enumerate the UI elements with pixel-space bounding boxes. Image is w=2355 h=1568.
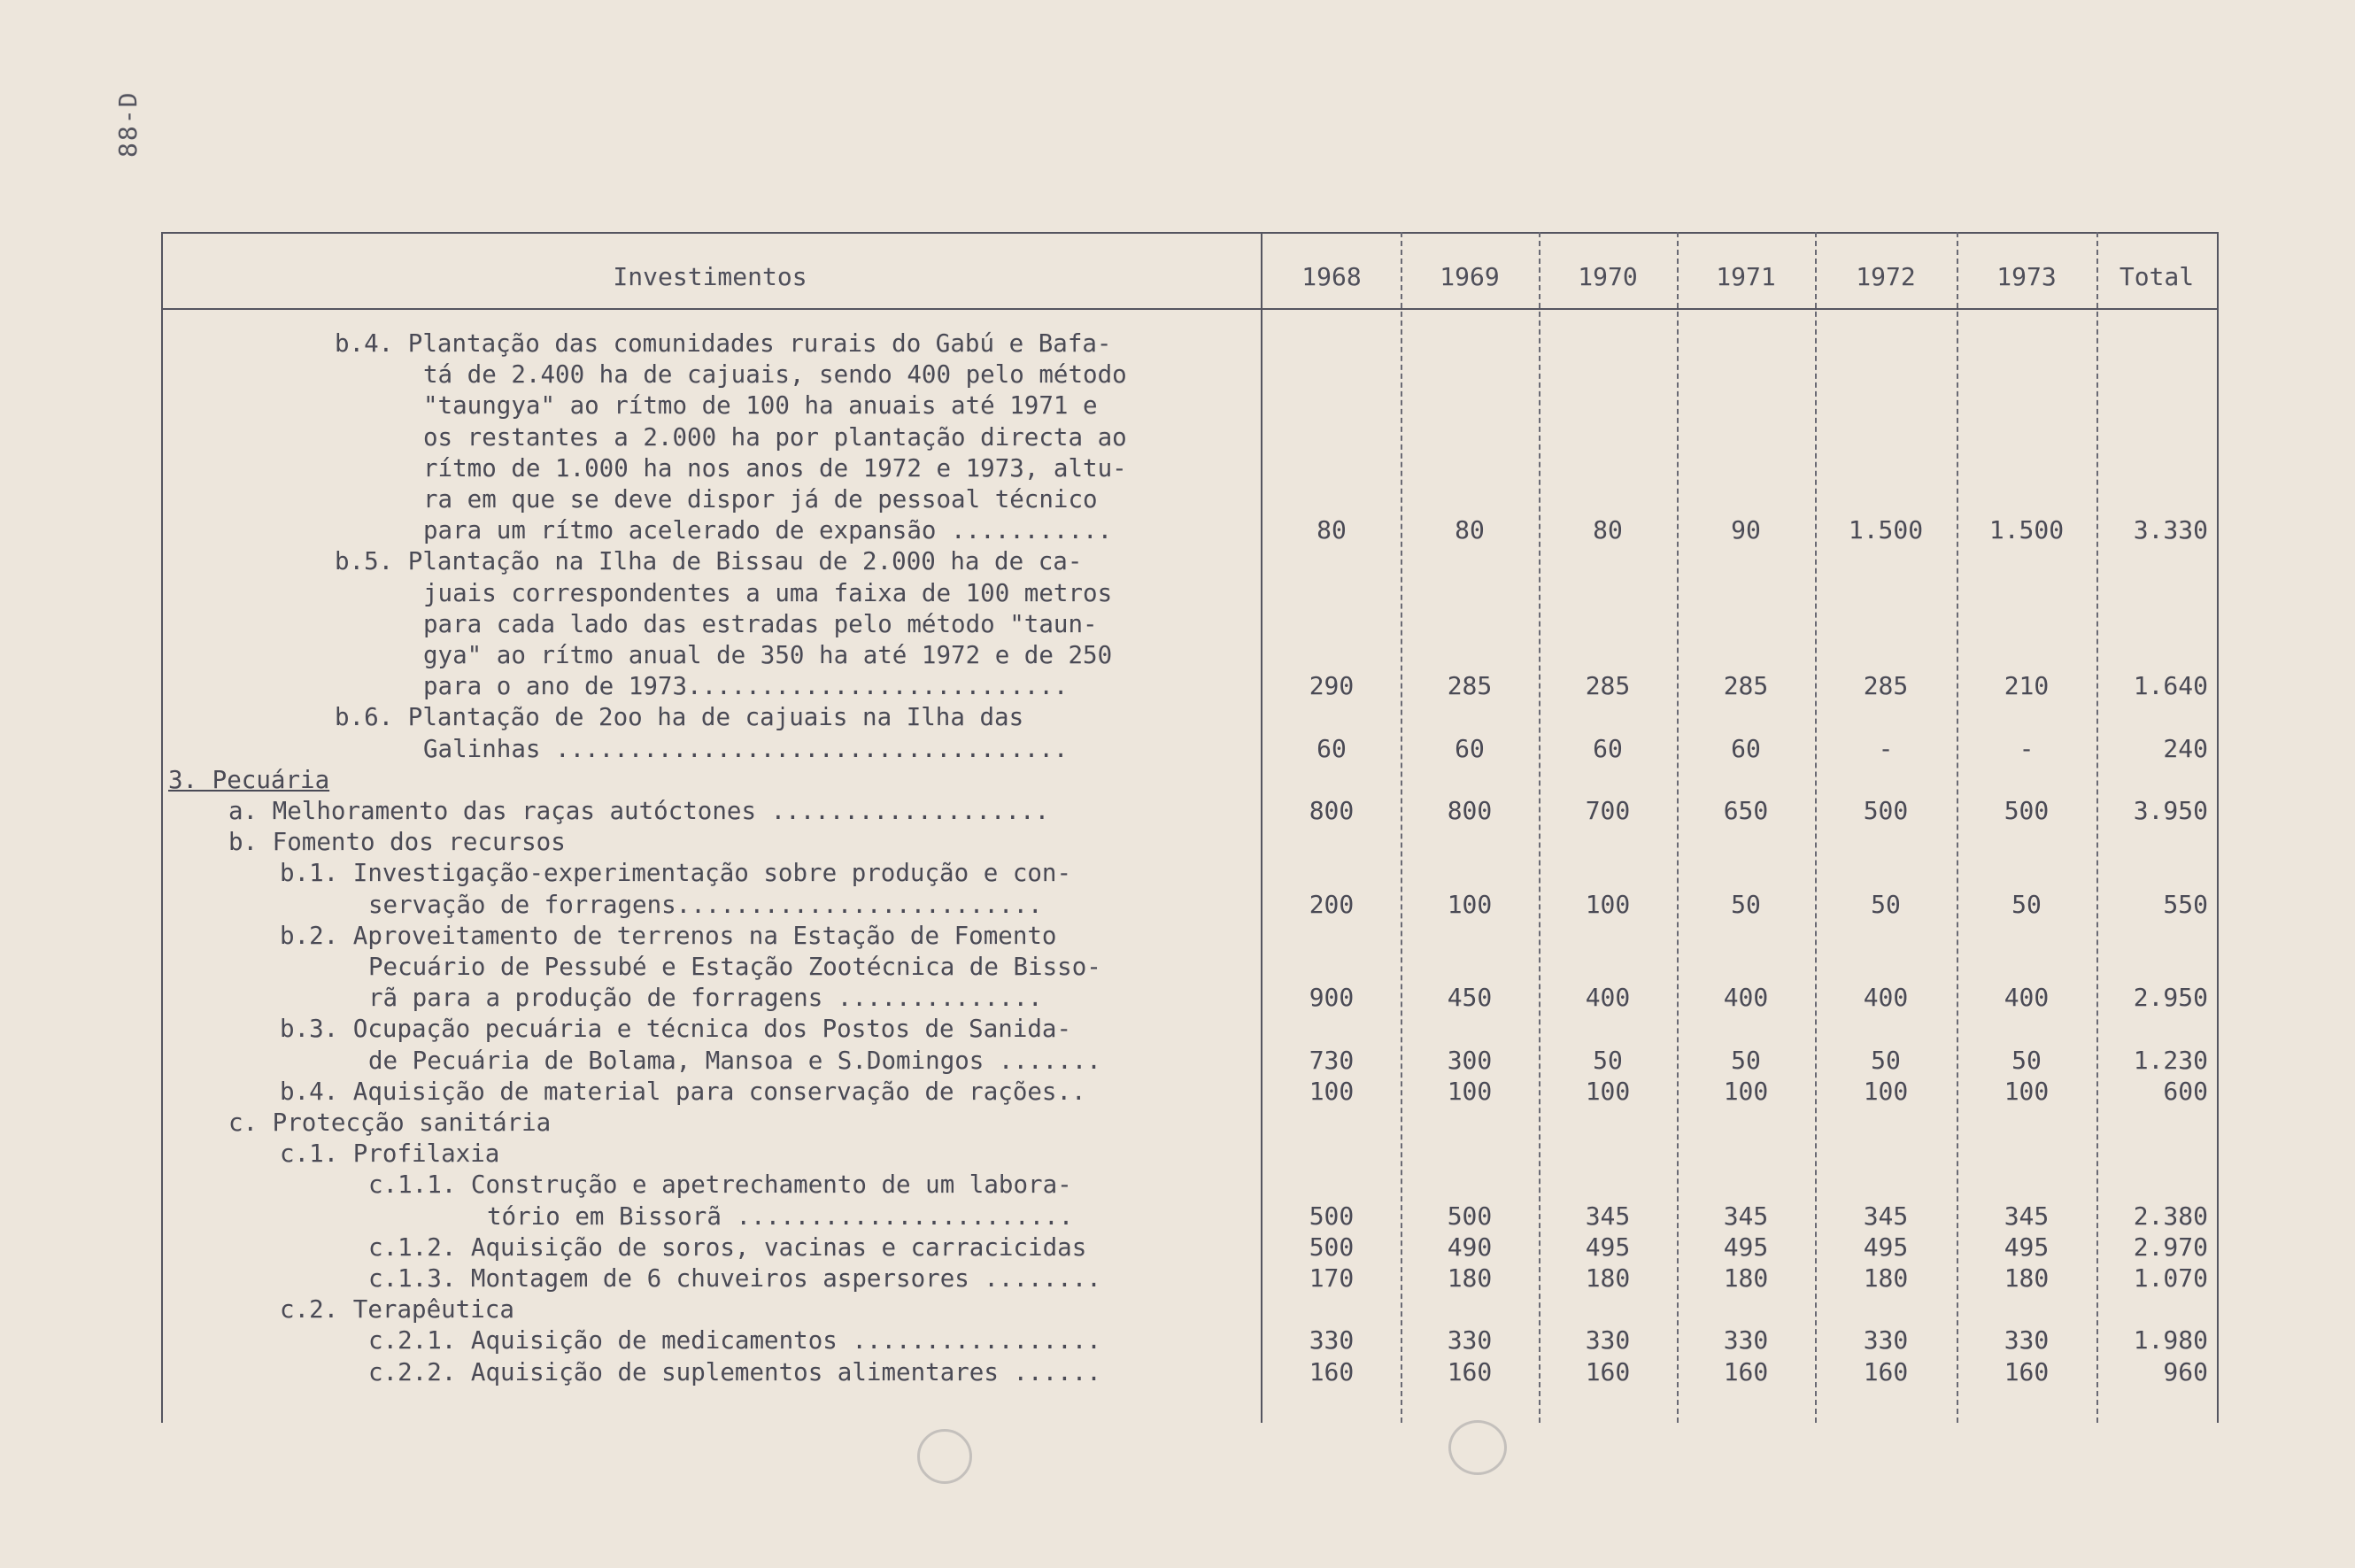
table-row bbox=[161, 514, 2219, 546]
cell-value-1968: 500 bbox=[1309, 1232, 1355, 1262]
cell-value-1970: 700 bbox=[1585, 796, 1631, 825]
cell-value-1972: 500 bbox=[1863, 796, 1909, 825]
cell-value-1971: 180 bbox=[1723, 1263, 1769, 1293]
cell-value-1968: 730 bbox=[1309, 1045, 1355, 1075]
cell-total: 1.070 bbox=[2133, 1263, 2208, 1293]
table-row bbox=[161, 1107, 2219, 1139]
header-year-1973: 1973 bbox=[1996, 262, 2057, 291]
cell-value-1969: 180 bbox=[1447, 1263, 1493, 1293]
cell-value-1968: 160 bbox=[1309, 1356, 1355, 1386]
table-row bbox=[161, 390, 2219, 421]
row-description: de Pecuária de Bolama, Mansoa e S.Domingos ....... bbox=[368, 1046, 1101, 1075]
header-year-1970: 1970 bbox=[1578, 262, 1638, 291]
row-description: tório em Bissorã ....................... bbox=[487, 1201, 1074, 1231]
cell-total: 2.970 bbox=[2133, 1232, 2208, 1262]
cell-value-1971: 100 bbox=[1723, 1076, 1769, 1106]
row-description: servação de forragens......................... bbox=[368, 890, 1043, 919]
table-row bbox=[161, 733, 2219, 765]
row-description: para um rítmo acelerado de expansão ........... bbox=[423, 516, 1113, 545]
cell-total: 1.640 bbox=[2133, 671, 2208, 701]
table-row bbox=[161, 1263, 2219, 1294]
row-description: b.5. Plantação na Ilha de Bissau de 2.000 ha de ca- bbox=[335, 547, 1083, 576]
table-row bbox=[161, 452, 2219, 484]
row-description: Pecuário de Pessubé e Estação Zootécnica de Bisso- bbox=[368, 953, 1101, 981]
cell-value-1970: 345 bbox=[1585, 1201, 1631, 1231]
row-description: b.3. Ocupação pecuária e técnica dos Postos de Sanida- bbox=[280, 1015, 1072, 1044]
cell-value-1972: - bbox=[1878, 733, 1894, 763]
cell-value-1970: 285 bbox=[1585, 671, 1631, 701]
side-mark: 88-D bbox=[113, 90, 143, 158]
cell-value-1968: 800 bbox=[1309, 796, 1355, 825]
header-year-1972: 1972 bbox=[1856, 262, 1916, 291]
cell-value-1969: 800 bbox=[1447, 796, 1493, 825]
table-row bbox=[161, 889, 2219, 921]
cell-value-1970: 60 bbox=[1593, 733, 1623, 763]
cell-value-1971: 330 bbox=[1723, 1325, 1769, 1356]
row-description: c. Protecção sanitária bbox=[228, 1108, 552, 1137]
cell-value-1971: 400 bbox=[1723, 983, 1769, 1013]
row-description: b. Fomento dos recursos bbox=[228, 828, 566, 857]
cell-value-1972: 50 bbox=[1871, 1045, 1901, 1075]
table-row bbox=[161, 1232, 2219, 1263]
cell-value-1973: 180 bbox=[2004, 1263, 2050, 1293]
cell-value-1972: 180 bbox=[1863, 1263, 1909, 1293]
table-row bbox=[161, 764, 2219, 796]
row-description: b.4. Plantação das comunidades rurais do Gabú e Bafa- bbox=[335, 329, 1112, 358]
table-row bbox=[161, 670, 2219, 702]
cell-value-1972: 330 bbox=[1863, 1325, 1909, 1356]
cell-value-1971: 60 bbox=[1731, 733, 1761, 763]
row-description: rítmo de 1.000 ha nos anos de 1972 e 1973, altu- bbox=[423, 453, 1127, 483]
cell-total: 2.950 bbox=[2133, 983, 2208, 1013]
cell-total: 3.950 bbox=[2133, 796, 2208, 825]
cell-value-1972: 1.500 bbox=[1848, 515, 1924, 545]
cell-value-1971: 495 bbox=[1723, 1232, 1769, 1262]
cell-value-1969: 450 bbox=[1447, 983, 1493, 1013]
row-description: "taungya" ao rítmo de 100 ha anuais até 1971 e bbox=[423, 391, 1098, 421]
investment-table bbox=[161, 232, 2219, 1423]
row-description: Galinhas ................................... bbox=[423, 734, 1069, 763]
cell-total: 600 bbox=[2163, 1076, 2208, 1106]
cell-value-1971: 50 bbox=[1731, 1045, 1761, 1075]
table-row bbox=[161, 359, 2219, 390]
row-description: b.6. Plantação de 2oo ha de cajuais na Ilha das bbox=[335, 703, 1024, 732]
cell-value-1969: 330 bbox=[1447, 1325, 1493, 1356]
cell-value-1969: 500 bbox=[1447, 1201, 1493, 1231]
cell-value-1970: 50 bbox=[1593, 1045, 1623, 1075]
cell-value-1968: 100 bbox=[1309, 1076, 1355, 1106]
cell-value-1973: 345 bbox=[2004, 1201, 2050, 1231]
row-description: para cada lado das estradas pelo método "taun- bbox=[423, 609, 1098, 638]
table-row bbox=[161, 1076, 2219, 1108]
cell-value-1968: 330 bbox=[1309, 1325, 1355, 1356]
table-row bbox=[161, 1201, 2219, 1232]
header-investimentos: Investimentos bbox=[613, 262, 807, 291]
row-description: rã para a produção de forragens .............. bbox=[368, 984, 1043, 1013]
table-row bbox=[161, 639, 2219, 671]
cell-value-1968: 200 bbox=[1309, 889, 1355, 919]
cell-value-1973: 1.500 bbox=[1988, 515, 2065, 545]
table-row bbox=[161, 1325, 2219, 1356]
row-description: para o ano de 1973.......................... bbox=[423, 672, 1069, 701]
cell-value-1969: 80 bbox=[1455, 515, 1485, 545]
cell-value-1969: 285 bbox=[1447, 671, 1493, 701]
table-row bbox=[161, 795, 2219, 827]
cell-value-1971: 285 bbox=[1723, 671, 1769, 701]
row-description: b.4. Aquisição de material para conservação de rações.. bbox=[280, 1077, 1086, 1106]
cell-total: 3.330 bbox=[2133, 515, 2208, 545]
cell-value-1970: 330 bbox=[1585, 1325, 1631, 1356]
row-description: ra em que se deve dispor já de pessoal técnico bbox=[423, 485, 1098, 514]
cell-value-1970: 180 bbox=[1585, 1263, 1631, 1293]
table-row bbox=[161, 951, 2219, 983]
row-description: c.1.3. Montagem de 6 chuveiros aspersores ........ bbox=[368, 1264, 1101, 1293]
row-description: a. Melhoramento das raças autóctones ................... bbox=[228, 797, 1050, 825]
table-top-rule bbox=[161, 232, 2219, 234]
cell-value-1968: 290 bbox=[1309, 671, 1355, 701]
cell-value-1969: 100 bbox=[1447, 889, 1493, 919]
row-description: c.2. Terapêutica bbox=[280, 1295, 514, 1325]
cell-value-1970: 160 bbox=[1585, 1356, 1631, 1386]
table-row bbox=[161, 1013, 2219, 1045]
cell-value-1969: 160 bbox=[1447, 1356, 1493, 1386]
row-description: c.2.2. Aquisição de suplementos alimentares ...... bbox=[368, 1357, 1101, 1386]
table-row bbox=[161, 483, 2219, 515]
cell-value-1973: 400 bbox=[2004, 983, 2050, 1013]
cell-value-1968: 60 bbox=[1316, 733, 1347, 763]
cell-value-1969: 100 bbox=[1447, 1076, 1493, 1106]
table-row bbox=[161, 701, 2219, 733]
cell-value-1971: 160 bbox=[1723, 1356, 1769, 1386]
cell-value-1969: 490 bbox=[1447, 1232, 1493, 1262]
cell-value-1973: 330 bbox=[2004, 1325, 2050, 1356]
table-row bbox=[161, 577, 2219, 609]
cell-value-1973: 160 bbox=[2004, 1356, 2050, 1386]
cell-total: 240 bbox=[2163, 733, 2208, 763]
cell-value-1973: 210 bbox=[2004, 671, 2050, 701]
table-row bbox=[161, 826, 2219, 858]
table-row bbox=[161, 421, 2219, 453]
cell-value-1972: 50 bbox=[1871, 889, 1901, 919]
row-description: 3. Pecuária bbox=[168, 765, 330, 794]
header-bottom-rule bbox=[161, 308, 2219, 310]
cell-value-1969: 60 bbox=[1455, 733, 1485, 763]
cell-total: 1.230 bbox=[2133, 1045, 2208, 1075]
cell-total: 1.980 bbox=[2133, 1325, 2208, 1356]
cell-value-1970: 100 bbox=[1585, 1076, 1631, 1106]
cell-total: 2.380 bbox=[2133, 1201, 2208, 1231]
row-description: b.1. Investigação-experimentação sobre produção e con- bbox=[280, 859, 1072, 888]
cell-value-1968: 500 bbox=[1309, 1201, 1355, 1231]
table-row bbox=[161, 1138, 2219, 1170]
cell-value-1969: 300 bbox=[1447, 1045, 1493, 1075]
cell-value-1972: 495 bbox=[1863, 1232, 1909, 1262]
cell-value-1970: 400 bbox=[1585, 983, 1631, 1013]
row-description: c.2.1. Aquisição de medicamentos ................. bbox=[368, 1326, 1101, 1356]
cell-value-1973: 500 bbox=[2004, 796, 2050, 825]
table-row bbox=[161, 608, 2219, 640]
row-description: c.1.1. Construção e apetrechamento de um labora- bbox=[368, 1170, 1072, 1200]
cell-total: 550 bbox=[2163, 889, 2208, 919]
cell-value-1970: 100 bbox=[1585, 889, 1631, 919]
cell-value-1973: 100 bbox=[2004, 1076, 2050, 1106]
header-year-1969: 1969 bbox=[1440, 262, 1500, 291]
punch-mark-left bbox=[917, 1429, 972, 1484]
table-row bbox=[161, 1045, 2219, 1077]
table-row bbox=[161, 982, 2219, 1014]
table-row bbox=[161, 328, 2219, 359]
row-description: os restantes a 2.000 ha por plantação directa ao bbox=[423, 422, 1127, 452]
cell-value-1972: 100 bbox=[1863, 1076, 1909, 1106]
cell-value-1968: 170 bbox=[1309, 1263, 1355, 1293]
table-row bbox=[161, 1356, 2219, 1388]
cell-value-1971: 50 bbox=[1731, 889, 1761, 919]
cell-value-1972: 285 bbox=[1863, 671, 1909, 701]
punch-mark-right bbox=[1448, 1420, 1507, 1475]
cell-value-1971: 650 bbox=[1723, 796, 1769, 825]
header-year-1968: 1968 bbox=[1301, 262, 1362, 291]
header-year-1971: 1971 bbox=[1716, 262, 1776, 291]
cell-value-1970: 495 bbox=[1585, 1232, 1631, 1262]
cell-value-1968: 80 bbox=[1316, 515, 1347, 545]
row-description: juais correspondentes a uma faixa de 100 metros bbox=[423, 578, 1113, 607]
row-description: tá de 2.400 ha de cajuais, sendo 400 pelo método bbox=[423, 360, 1127, 390]
cell-value-1968: 900 bbox=[1309, 983, 1355, 1013]
row-description: gya" ao rítmo anual de 350 ha até 1972 e de 250 bbox=[423, 641, 1113, 669]
cell-value-1972: 345 bbox=[1863, 1201, 1909, 1231]
header-total: Total bbox=[2119, 262, 2195, 291]
cell-value-1971: 90 bbox=[1731, 515, 1761, 545]
cell-value-1973: 50 bbox=[2011, 1045, 2042, 1075]
cell-value-1972: 400 bbox=[1863, 983, 1909, 1013]
table-row bbox=[161, 857, 2219, 889]
row-description: b.2. Aproveitamento de terrenos na Estação de Fomento bbox=[280, 921, 1057, 950]
cell-value-1973: 50 bbox=[2011, 889, 2042, 919]
row-description: c.1.2. Aquisição de soros, vacinas e carracicidas bbox=[368, 1232, 1087, 1262]
cell-value-1973: 495 bbox=[2004, 1232, 2050, 1262]
cell-value-1971: 345 bbox=[1723, 1201, 1769, 1231]
cell-total: 960 bbox=[2163, 1356, 2208, 1386]
table-row bbox=[161, 920, 2219, 952]
table-row bbox=[161, 1294, 2219, 1325]
cell-value-1972: 160 bbox=[1863, 1356, 1909, 1386]
cell-value-1970: 80 bbox=[1593, 515, 1623, 545]
row-description: c.1. Profilaxia bbox=[280, 1139, 500, 1169]
table-row bbox=[161, 1169, 2219, 1201]
cell-value-1973: - bbox=[2019, 733, 2035, 763]
table-row bbox=[161, 545, 2219, 577]
